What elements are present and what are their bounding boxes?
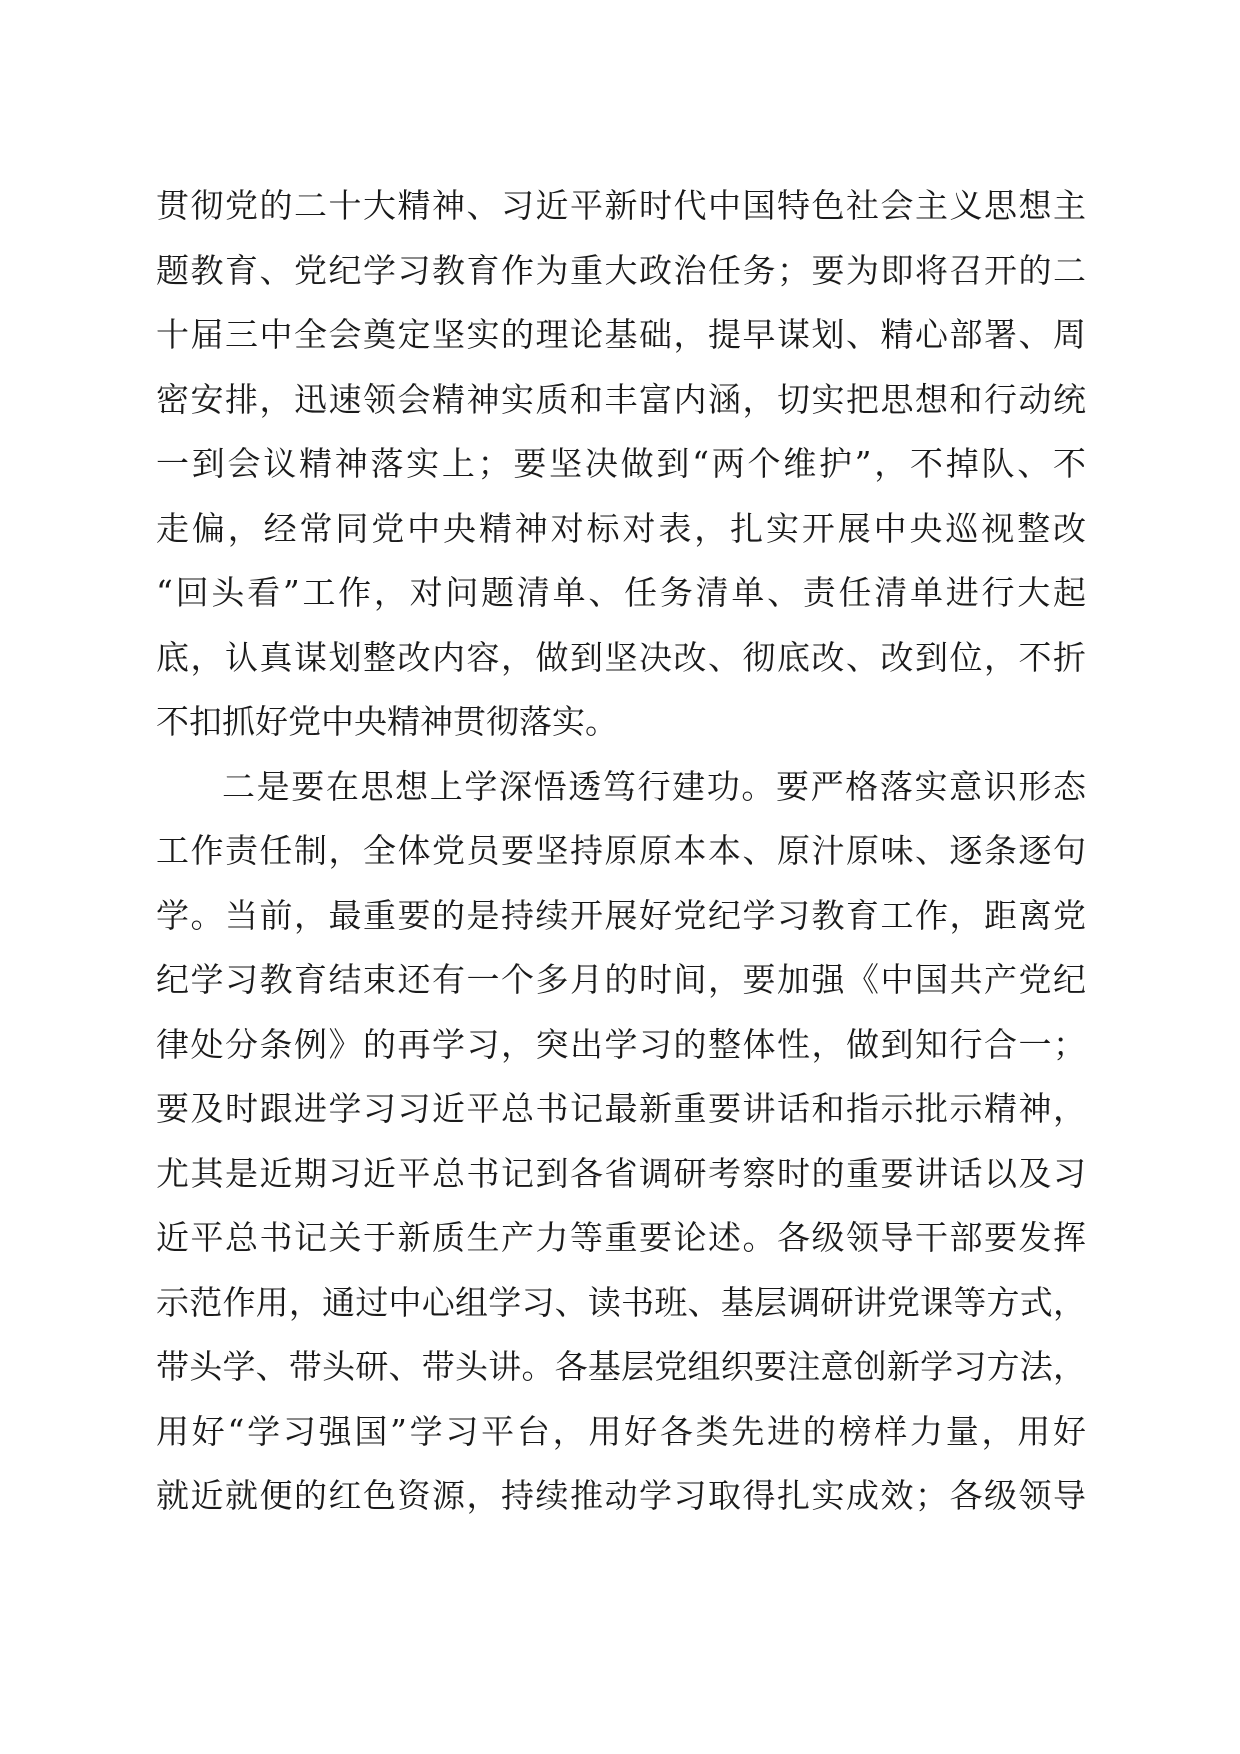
text-line: 纪学习教育结束还有一个多月的时间，要加强《中国共产党纪 xyxy=(156,960,1086,999)
text-line: 二是要在思想上学深悟透笃行建功。要严格落实意识形态 xyxy=(222,766,1086,806)
text-line: 就近就便的红色资源，持续推动学习取得扎实成效；各级领导 xyxy=(156,1476,1086,1515)
text-line: 示范作用，通过中心组学习、读书班、基层调研讲党课等方式， xyxy=(156,1282,1086,1322)
text-line: 律处分条例》的再学习，突出学习的整体性，做到知行合一； xyxy=(156,1024,1086,1064)
text-line: 用好“学习强国”学习平台，用好各类先进的榜样力量，用好 xyxy=(156,1411,1086,1451)
paragraph-1 xyxy=(156,186,1086,767)
text-line: 近平总书记关于新质生产力等重要论述。各级领导干部要发挥 xyxy=(156,1218,1086,1257)
text-line: 十届三中全会奠定坚实的理论基础，提早谋划、精心部署、周 xyxy=(156,315,1086,354)
text-line: 题教育、党纪学习教育作为重大政治任务；要为即将召开的二 xyxy=(156,250,1086,290)
text-line: “回头看”工作，对问题清单、任务清单、责任清单进行大起 xyxy=(156,573,1086,612)
text-line: 走偏，经常同党中央精神对标对表，扎实开展中央巡视整改 xyxy=(156,508,1086,548)
text-line: 不扣抓好党中央精神贯彻落实。 xyxy=(156,702,618,741)
text-line: 带头学、带头研、带头讲。各基层党组织要注意创新学习方法， xyxy=(156,1347,1086,1386)
body-text xyxy=(156,186,1086,1541)
text-line: 要及时跟进学习习近平总书记最新重要讲话和指示批示精神， xyxy=(156,1089,1086,1128)
text-line: 底，认真谋划整改内容，做到坚决改、彻底改、改到位，不折 xyxy=(156,637,1086,677)
text-line: 工作责任制，全体党员要坚持原原本本、原汁原味、逐条逐句 xyxy=(156,831,1086,870)
text-line: 学。当前，最重要的是持续开展好党纪学习教育工作，距离党 xyxy=(156,895,1086,935)
text-line: 尤其是近期习近平总书记到各省调研考察时的重要讲话以及习 xyxy=(156,1153,1086,1193)
text-line: 一到会议精神落实上；要坚决做到“两个维护”，不掉队、不 xyxy=(156,444,1086,483)
text-line: 贯彻党的二十大精神、习近平新时代中国特色社会主义思想主 xyxy=(156,186,1086,225)
paragraph-2 xyxy=(156,767,1086,1541)
text-line: 密安排，迅速领会精神实质和丰富内涵，切实把思想和行动统 xyxy=(156,379,1086,419)
